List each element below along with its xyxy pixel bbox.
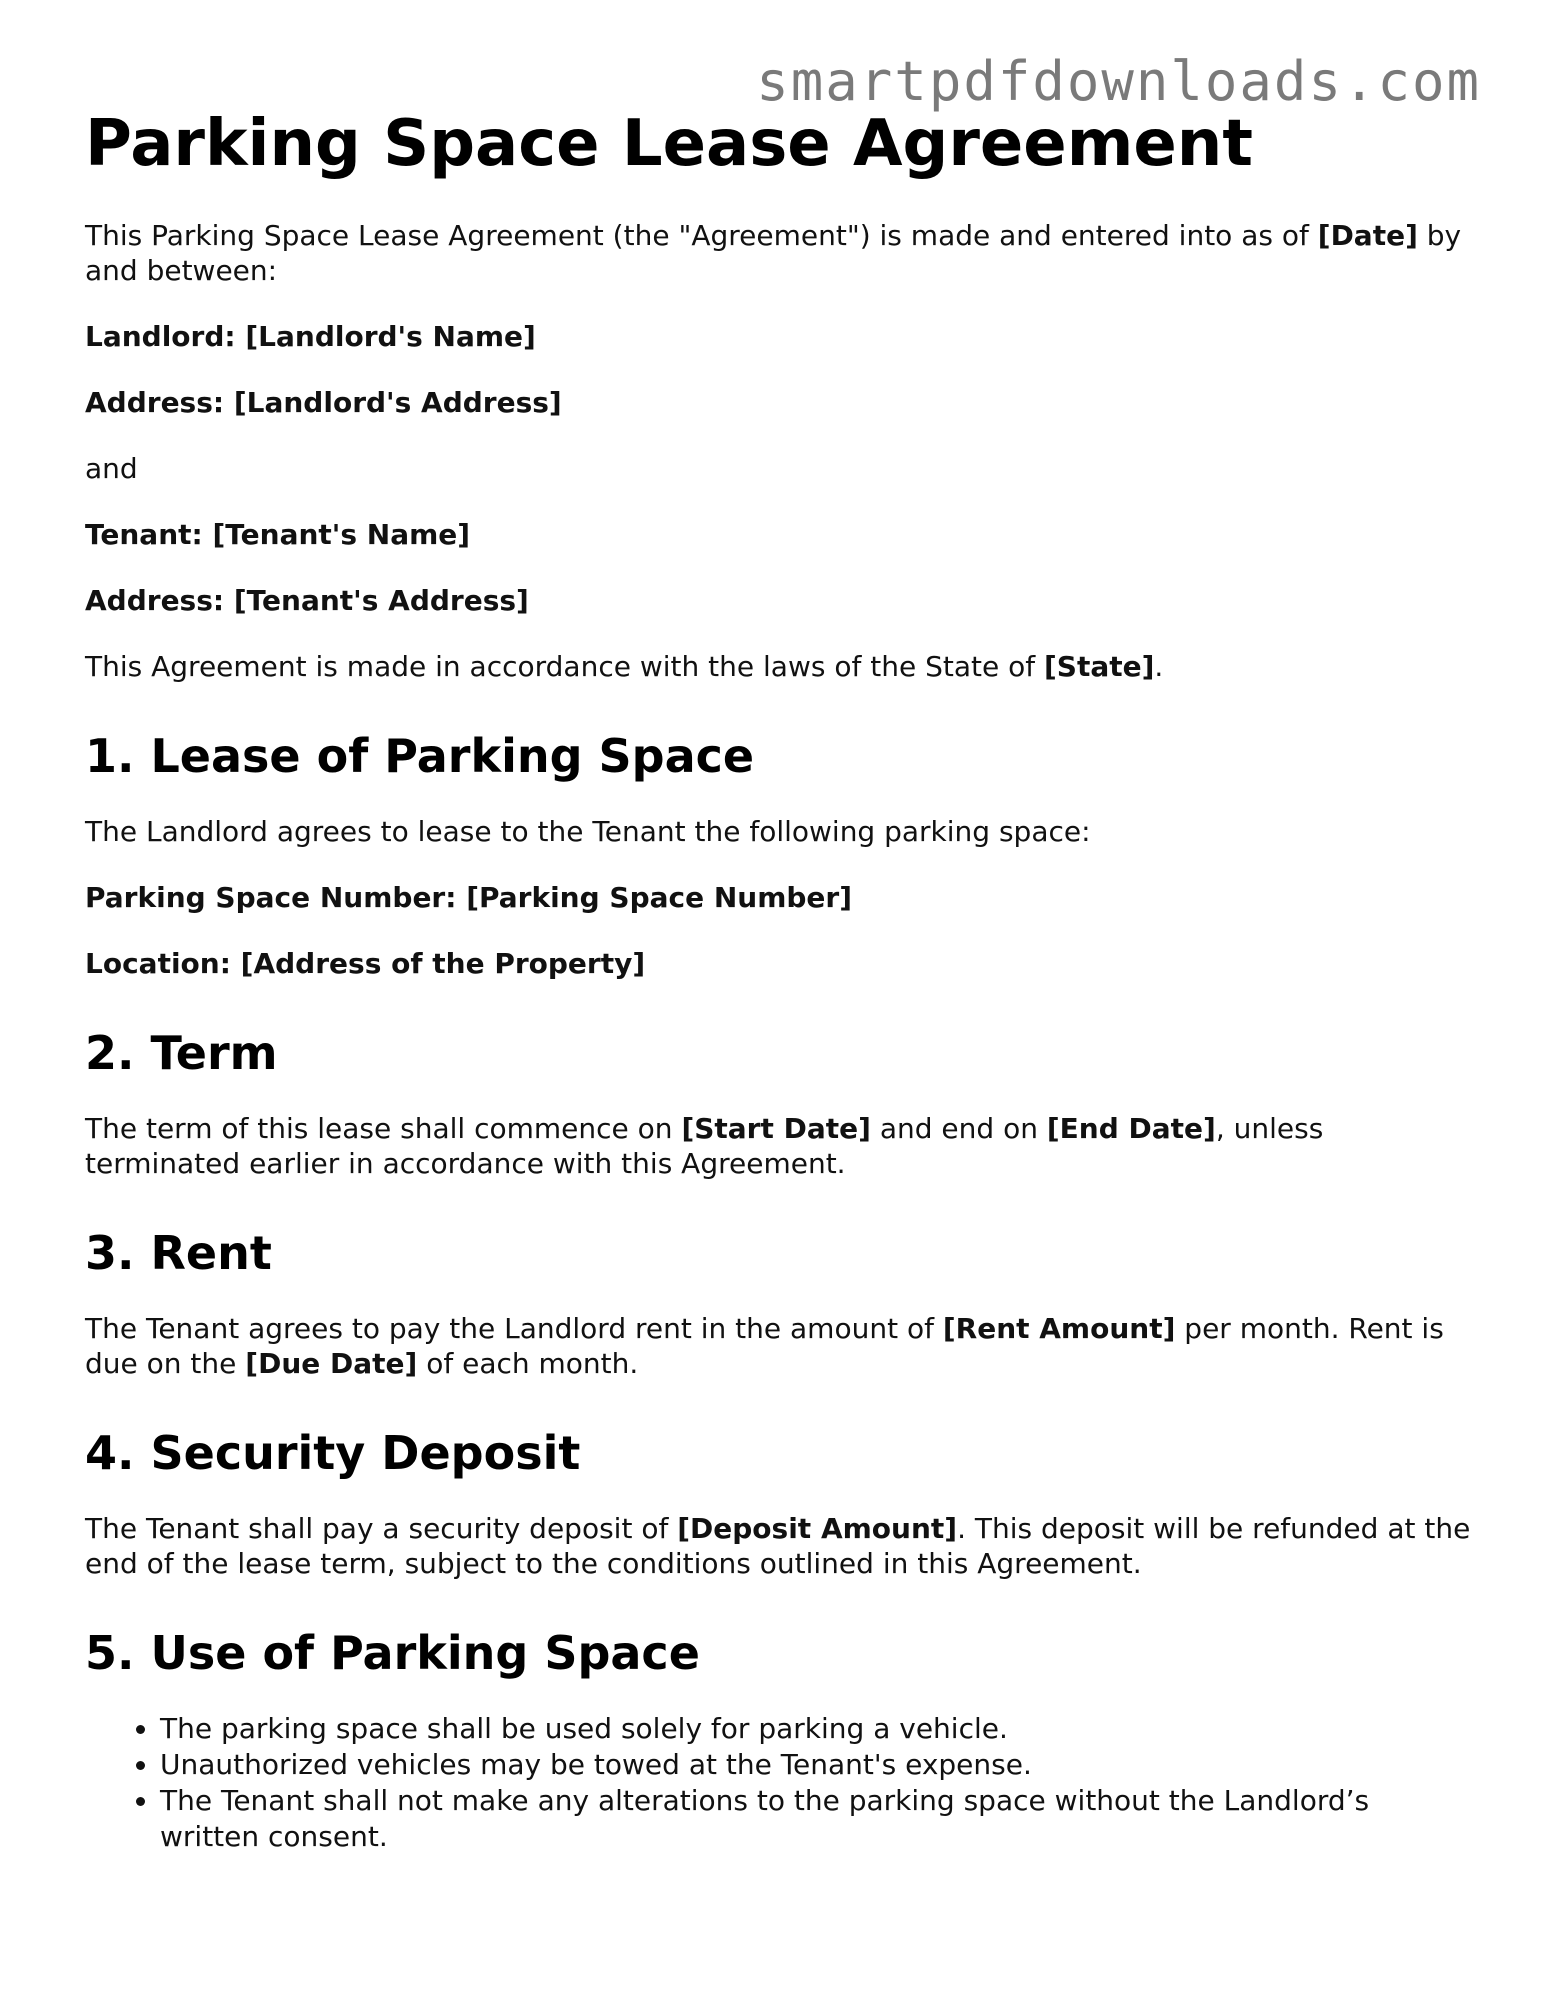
tenant-name-value: [Tenant's Name] xyxy=(212,518,471,551)
section-heading-deposit: 4. Security Deposit xyxy=(85,1426,581,1480)
landlord-address-field xyxy=(85,385,1475,420)
tenant-address-label: Address: xyxy=(85,584,225,617)
section-heading-lease: 1. Lease of Parking Space xyxy=(85,729,755,783)
location-label: Location: xyxy=(85,947,231,980)
tenant-address-value: [Tenant's Address] xyxy=(233,584,529,617)
intro-paragraph xyxy=(85,218,1475,288)
list-item: • The parking space shall be used solely for parking a vehicle. xyxy=(160,1711,1475,1747)
and-text: and xyxy=(85,452,138,485)
location-field xyxy=(85,946,1475,981)
location-value: [Address of the Property] xyxy=(240,947,646,980)
deposit-text-1: The Tenant shall pay a security deposit of xyxy=(85,1512,678,1545)
rent-due-date: [Due Date] xyxy=(245,1347,418,1380)
parking-space-number-field xyxy=(85,880,1475,915)
rent-text-3: of each month. xyxy=(417,1347,639,1380)
term-text-1: The term of this lease shall commence on xyxy=(85,1112,682,1145)
intro-date: [Date] xyxy=(1317,219,1418,252)
rent-text-1: The Tenant agrees to pay the Landlord rent in the amount of xyxy=(85,1312,943,1345)
section-heading-rent: 3. Rent xyxy=(85,1226,272,1280)
intro-text-before: This Parking Space Lease Agreement (the "Agreement") is made and entered into as of xyxy=(85,219,1318,252)
list-item: • Unauthorized vehicles may be towed at the Tenant's expense. xyxy=(160,1747,1475,1783)
list-item: • The Tenant shall not make any alterations to the parking space without the Landlord’s written consent. xyxy=(160,1783,1475,1855)
landlord-address-value: [Landlord's Address] xyxy=(233,386,562,419)
tenant-name-label: Tenant: xyxy=(85,518,203,551)
tenant-name-field xyxy=(85,517,1475,552)
deposit-amount: [Deposit Amount] xyxy=(677,1512,958,1545)
term-text-2: and end on xyxy=(870,1112,1047,1145)
term-end-date: [End Date] xyxy=(1046,1112,1216,1145)
landlord-name-label: Landlord: xyxy=(85,320,236,353)
landlord-address-label: Address: xyxy=(85,386,225,419)
landlord-name-value: [Landlord's Name] xyxy=(245,320,536,353)
watermark: smartpdfdownloads.com xyxy=(756,50,1481,113)
document-title: Parking Space Lease Agreement xyxy=(85,107,1253,181)
intro-text-after: by and between: xyxy=(85,219,1462,287)
governing-law-state: [State] xyxy=(1043,650,1155,683)
deposit-text-2: . This deposit will be refunded at the end of the lease term, subject to the conditions outlined in this Agreement. xyxy=(85,1512,1471,1580)
document-page xyxy=(85,104,1475,1855)
parking-space-number-label: Parking Space Number: xyxy=(85,881,457,914)
section-heading-use: 5. Use of Parking Space xyxy=(85,1626,700,1680)
governing-law-paragraph xyxy=(85,649,1475,684)
tenant-address-field xyxy=(85,583,1475,618)
use-rules-list xyxy=(85,1711,1475,1855)
governing-law-text-after: . xyxy=(1154,650,1164,683)
section-heading-term: 2. Term xyxy=(85,1026,278,1080)
governing-law-text-before: This Agreement is made in accordance with the laws of the State of xyxy=(85,650,1044,683)
term-paragraph xyxy=(85,1111,1475,1181)
deposit-paragraph xyxy=(85,1511,1475,1581)
lease-paragraph: The Landlord agrees to lease to the Tenant the following parking space: xyxy=(85,815,1091,848)
rent-paragraph xyxy=(85,1311,1475,1381)
landlord-name-field xyxy=(85,319,1475,354)
rent-text-2: per month. Rent is due on the xyxy=(85,1312,1444,1380)
parking-space-number-value: [Parking Space Number] xyxy=(466,881,853,914)
term-text-3: , unless terminated earlier in accordance with this Agreement. xyxy=(85,1112,1324,1180)
term-start-date: [Start Date] xyxy=(681,1112,871,1145)
rent-amount: [Rent Amount] xyxy=(942,1312,1176,1345)
